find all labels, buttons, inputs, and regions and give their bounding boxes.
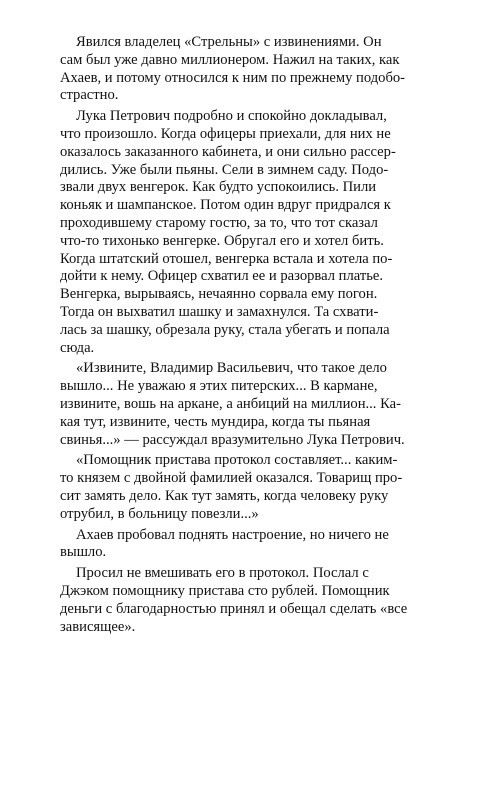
- paragraph-2: Лука Петрович подробно и спокойно докладывал, что произошло. Когда офицеры приехали, для них не оказалось заказанного кабинета, и они сильно рассер- дились. Уже были пьяны. Сели в зимнем саду. Подо- звали двух венгерок. Как будто успокоились. Пили коньяк и шампанское. Потом один вдруг придрался к проходившему старому гостю, за то, что тот сказал что-то тихонько венгерке. Обругал его и хотел бить. Когда штатский отошел, венгерка встала и хотела по- дойти к нему. Офицер схватил ее и разорвал платье. Венгерка, вырываясь, нечаянно сорвала ему погон. Тогда он выхватил шашку и замахнулся. Та схвати- лась за шашку, обрезала руку, стала убегать и попала сюда.: [60, 108, 396, 356]
- book-page: [60, 34, 444, 636]
- paragraph-1: Явился владелец «Стрельны» с извинениями. Он сам был уже давно миллионером. Нажил на таких, как Ахаев, и потому относился к ним по прежнему подобо- страстно.: [60, 34, 406, 104]
- paragraph-6: Просил не вмешивать его в протокол. Послал с Джэком помощнику пристава сто рублей. Помощник деньги с благодарностью принял и обещал сделать «все зависящее».: [60, 565, 408, 635]
- paragraph-5: Ахаев пробовал поднять настроение, но ничего не вышло.: [60, 526, 389, 561]
- paragraph-4: «Помощник пристава протокол составляет... каким- то князем с двойной фамилией оказался. Товарищ про- сит замять дело. Как тут замять, когда человеку руку отрубил, в больницу повезли...»: [60, 452, 403, 522]
- paragraph-3: «Извините, Владимир Васильевич, что такое дело вышло... Не уважаю я этих питерских... В кармане, извините, вошь на аркане, а анбиций на миллион... Ка- кая тут, извините, честь мундира, когда ты пьяная свинья...» — рассуждал вразумительно Лука Петрович.: [60, 360, 405, 448]
